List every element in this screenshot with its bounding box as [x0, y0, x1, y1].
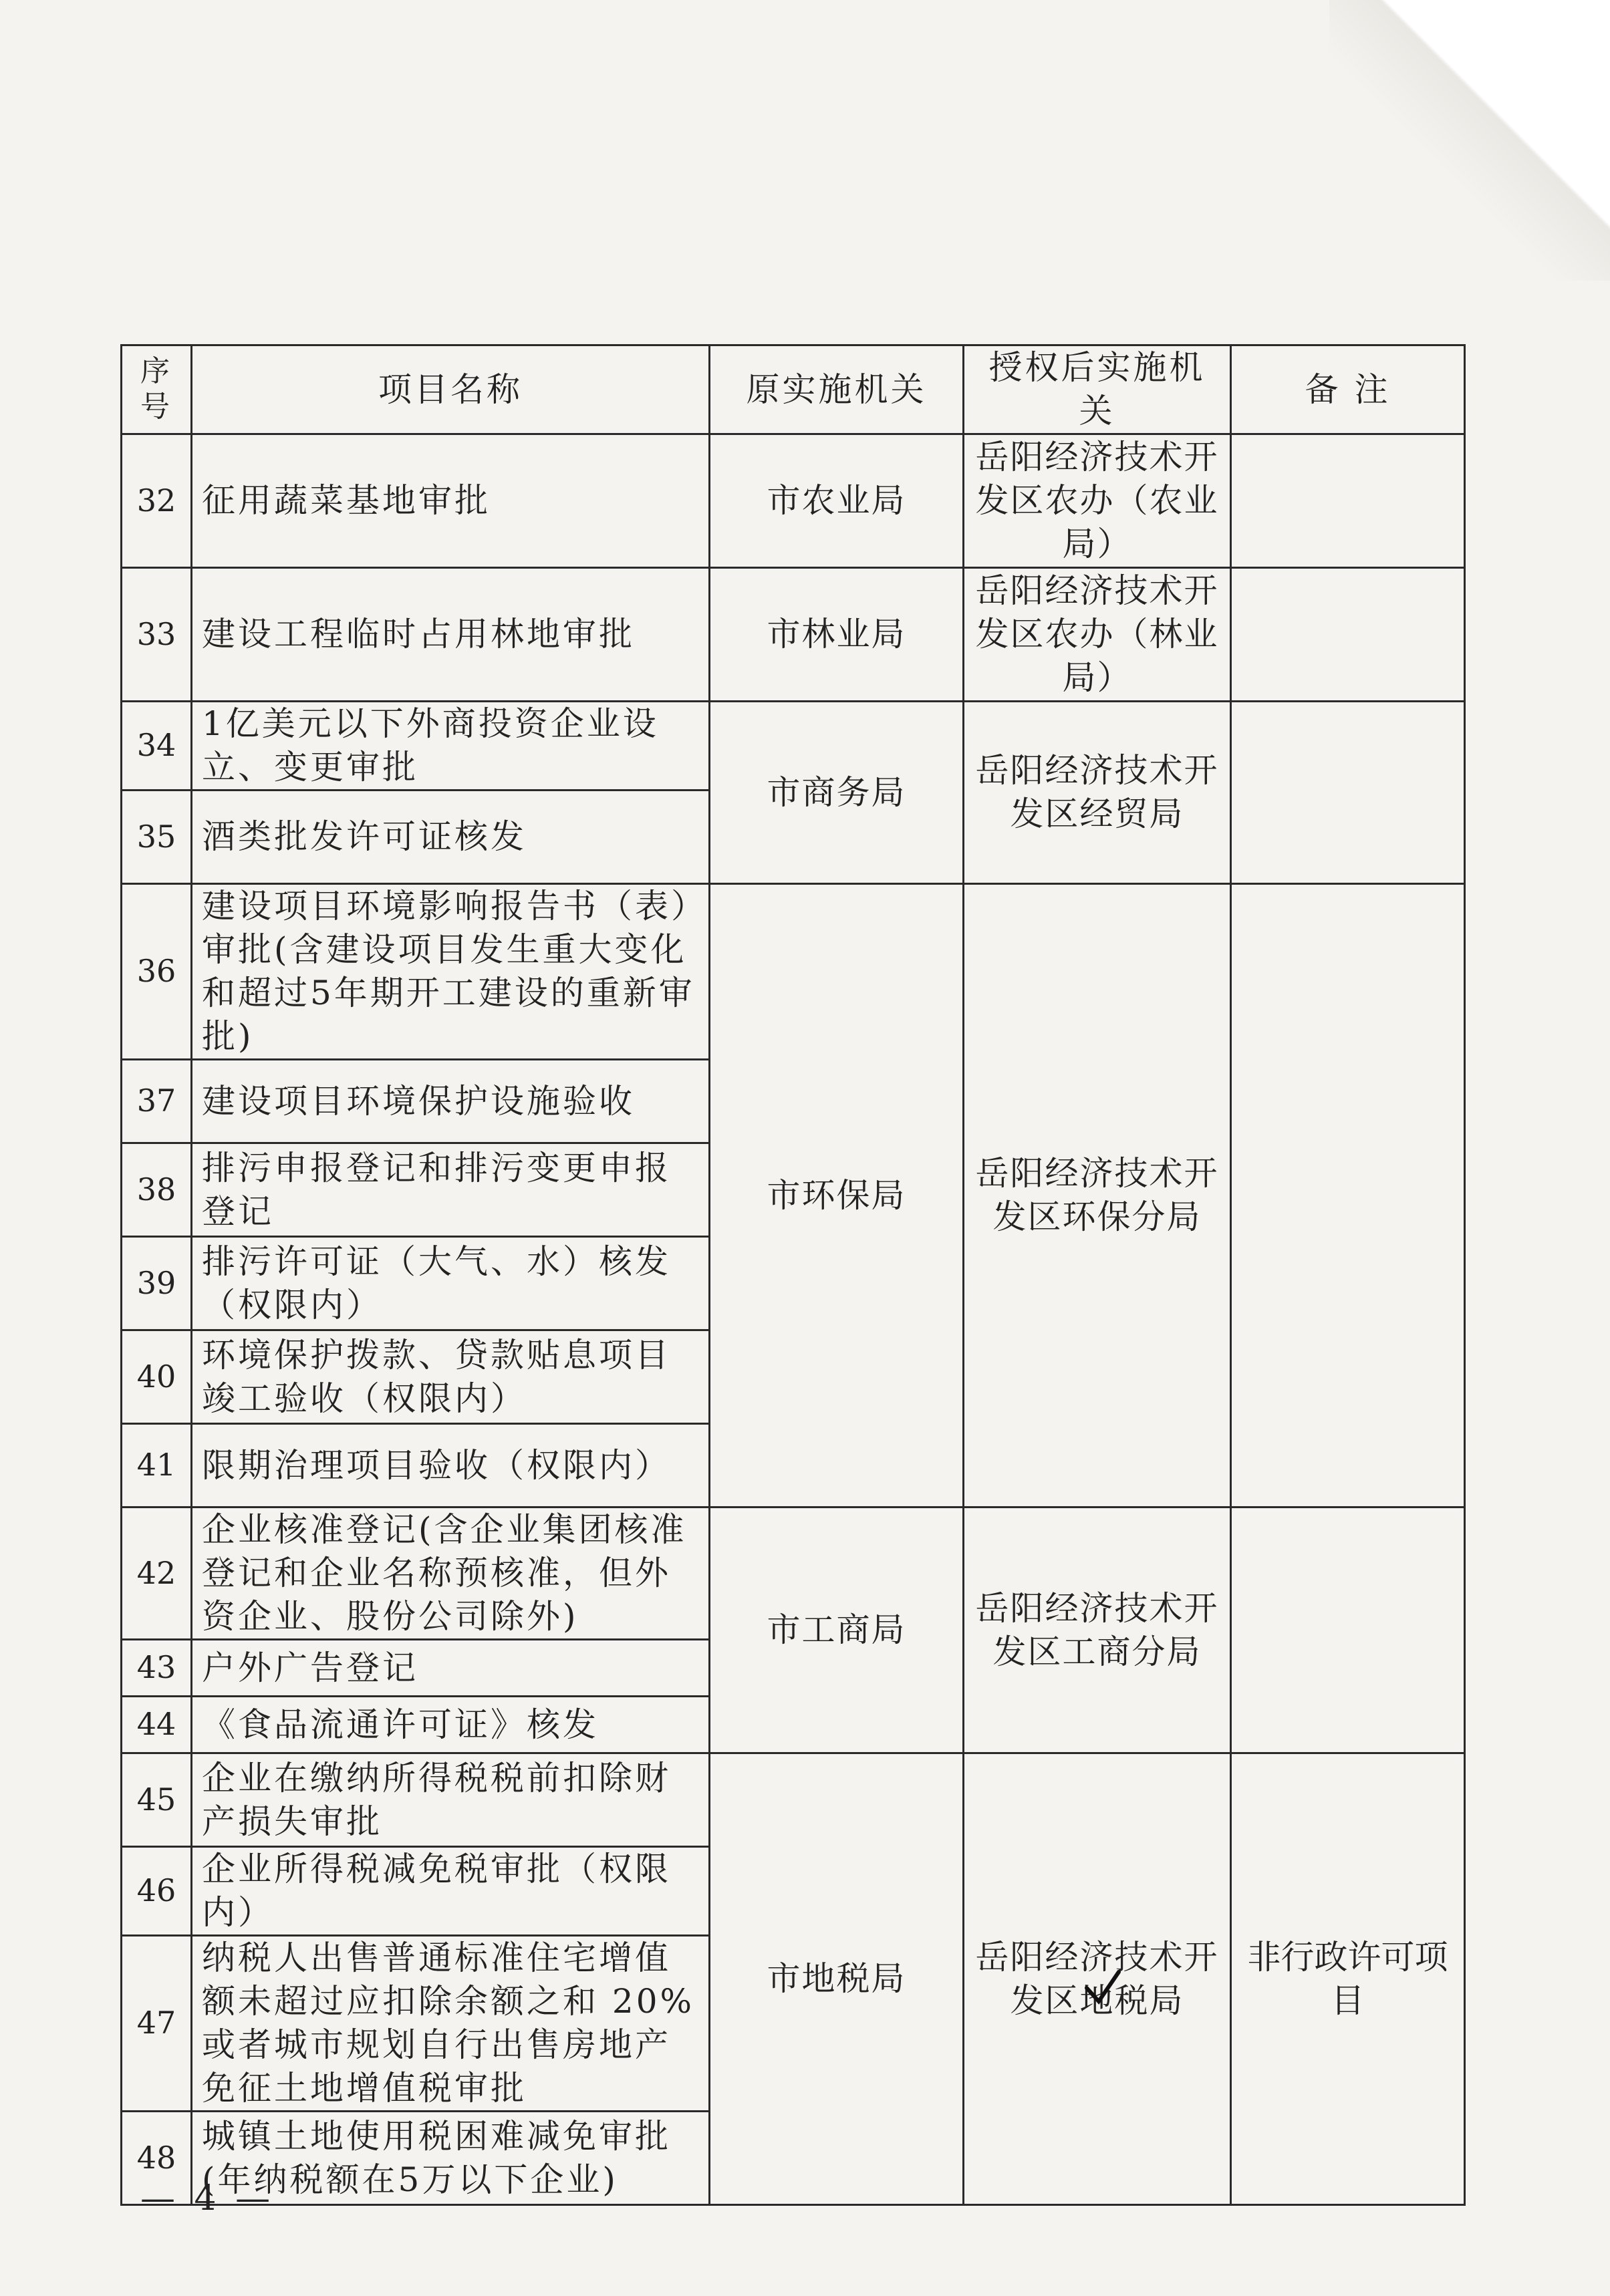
row-remark [1231, 568, 1465, 702]
row-original-agency: 市地税局 [710, 1753, 964, 2205]
row-seq: 40 [122, 1330, 192, 1424]
row-item-name: 1亿美元以下外商投资企业设立、变更审批 [192, 702, 710, 791]
row-seq: 38 [122, 1143, 192, 1237]
table-row [122, 702, 1465, 791]
row-seq: 36 [122, 884, 192, 1060]
row-remark [1231, 884, 1465, 1508]
row-item-name: 城镇土地使用税困难减免审批(年纳税额在5万以下企业) [192, 2112, 710, 2205]
row-original-agency: 市工商局 [710, 1508, 964, 1753]
table-row [122, 1508, 1465, 1640]
row-seq: 44 [122, 1697, 192, 1753]
row-seq: 41 [122, 1424, 192, 1508]
row-new-agency: 岳阳经济技术开发区农办（农业局） [964, 434, 1231, 568]
header-seq: 序号 [122, 345, 192, 434]
row-original-agency: 市林业局 [710, 568, 964, 702]
row-seq: 39 [122, 1237, 192, 1330]
table-row [122, 1753, 1465, 1847]
header-remark: 备 注 [1231, 345, 1465, 434]
row-seq: 35 [122, 791, 192, 884]
row-new-agency: 岳阳经济技术开发区工商分局 [964, 1508, 1231, 1753]
approval-items-table-container [120, 344, 1464, 2206]
row-seq: 48 [122, 2112, 192, 2205]
row-item-name: 排污许可证（大气、水）核发（权限内） [192, 1237, 710, 1330]
row-seq: 45 [122, 1753, 192, 1847]
row-original-agency: 市环保局 [710, 884, 964, 1508]
row-remark [1231, 1508, 1465, 1753]
header-new-agency: 授权后实施机关 [964, 345, 1231, 434]
row-new-agency: 岳阳经济技术开发区农办（林业局） [964, 568, 1231, 702]
table-header-row [122, 345, 1465, 434]
row-new-agency: 岳阳经济技术开发区环保分局 [964, 884, 1231, 1508]
row-seq: 43 [122, 1640, 192, 1697]
page-number: — 4 — [140, 2178, 275, 2218]
row-new-agency: 岳阳经济技术开发区经贸局 [964, 702, 1231, 884]
row-item-name: 《食品流通许可证》核发 [192, 1697, 710, 1753]
row-item-name: 征用蔬菜基地审批 [192, 434, 710, 568]
table-row [122, 568, 1465, 702]
row-item-name: 环境保护拨款、贷款贴息项目竣工验收（权限内） [192, 1330, 710, 1424]
row-new-agency: 岳阳经济技术开发区地税局 [964, 1753, 1231, 2205]
row-item-name: 建设项目环境保护设施验收 [192, 1060, 710, 1143]
row-remark [1231, 434, 1465, 568]
row-item-name: 企业在缴纳所得税税前扣除财产损失审批 [192, 1753, 710, 1847]
approval-items-table [120, 344, 1466, 2206]
header-name: 项目名称 [192, 345, 710, 434]
row-remark [1231, 702, 1465, 884]
row-seq: 34 [122, 702, 192, 791]
page-fold-shadow [1329, 0, 1610, 281]
row-item-name: 排污申报登记和排污变更申报登记 [192, 1143, 710, 1237]
row-seq: 42 [122, 1508, 192, 1640]
row-item-name: 建设工程临时占用林地审批 [192, 568, 710, 702]
row-item-name: 企业核准登记(含企业集团核准登记和企业名称预核准，但外资企业、股份公司除外) [192, 1508, 710, 1640]
row-item-name: 建设项目环境影响报告书（表）审批(含建设项目发生重大变化和超过5年期开工建设的重新审批) [192, 884, 710, 1060]
handwritten-check-mark [1083, 1968, 1123, 2008]
row-original-agency: 市商务局 [710, 702, 964, 884]
table-row [122, 434, 1465, 568]
table-row [122, 884, 1465, 1060]
row-item-name: 户外广告登记 [192, 1640, 710, 1697]
row-item-name: 酒类批发许可证核发 [192, 791, 710, 884]
row-seq: 33 [122, 568, 192, 702]
row-original-agency: 市农业局 [710, 434, 964, 568]
row-seq: 32 [122, 434, 192, 568]
row-item-name: 企业所得税减免税审批（权限内） [192, 1847, 710, 1936]
header-original-agency: 原实施机关 [710, 345, 964, 434]
row-seq: 37 [122, 1060, 192, 1143]
row-seq: 46 [122, 1847, 192, 1936]
row-item-name: 纳税人出售普通标准住宅增值额未超过应扣除余额之和 20%或者城市规划自行出售房地产免征土地增值税审批 [192, 1936, 710, 2112]
row-remark: 非行政许可项目 [1231, 1753, 1465, 2205]
row-item-name: 限期治理项目验收（权限内） [192, 1424, 710, 1508]
row-seq: 47 [122, 1936, 192, 2112]
